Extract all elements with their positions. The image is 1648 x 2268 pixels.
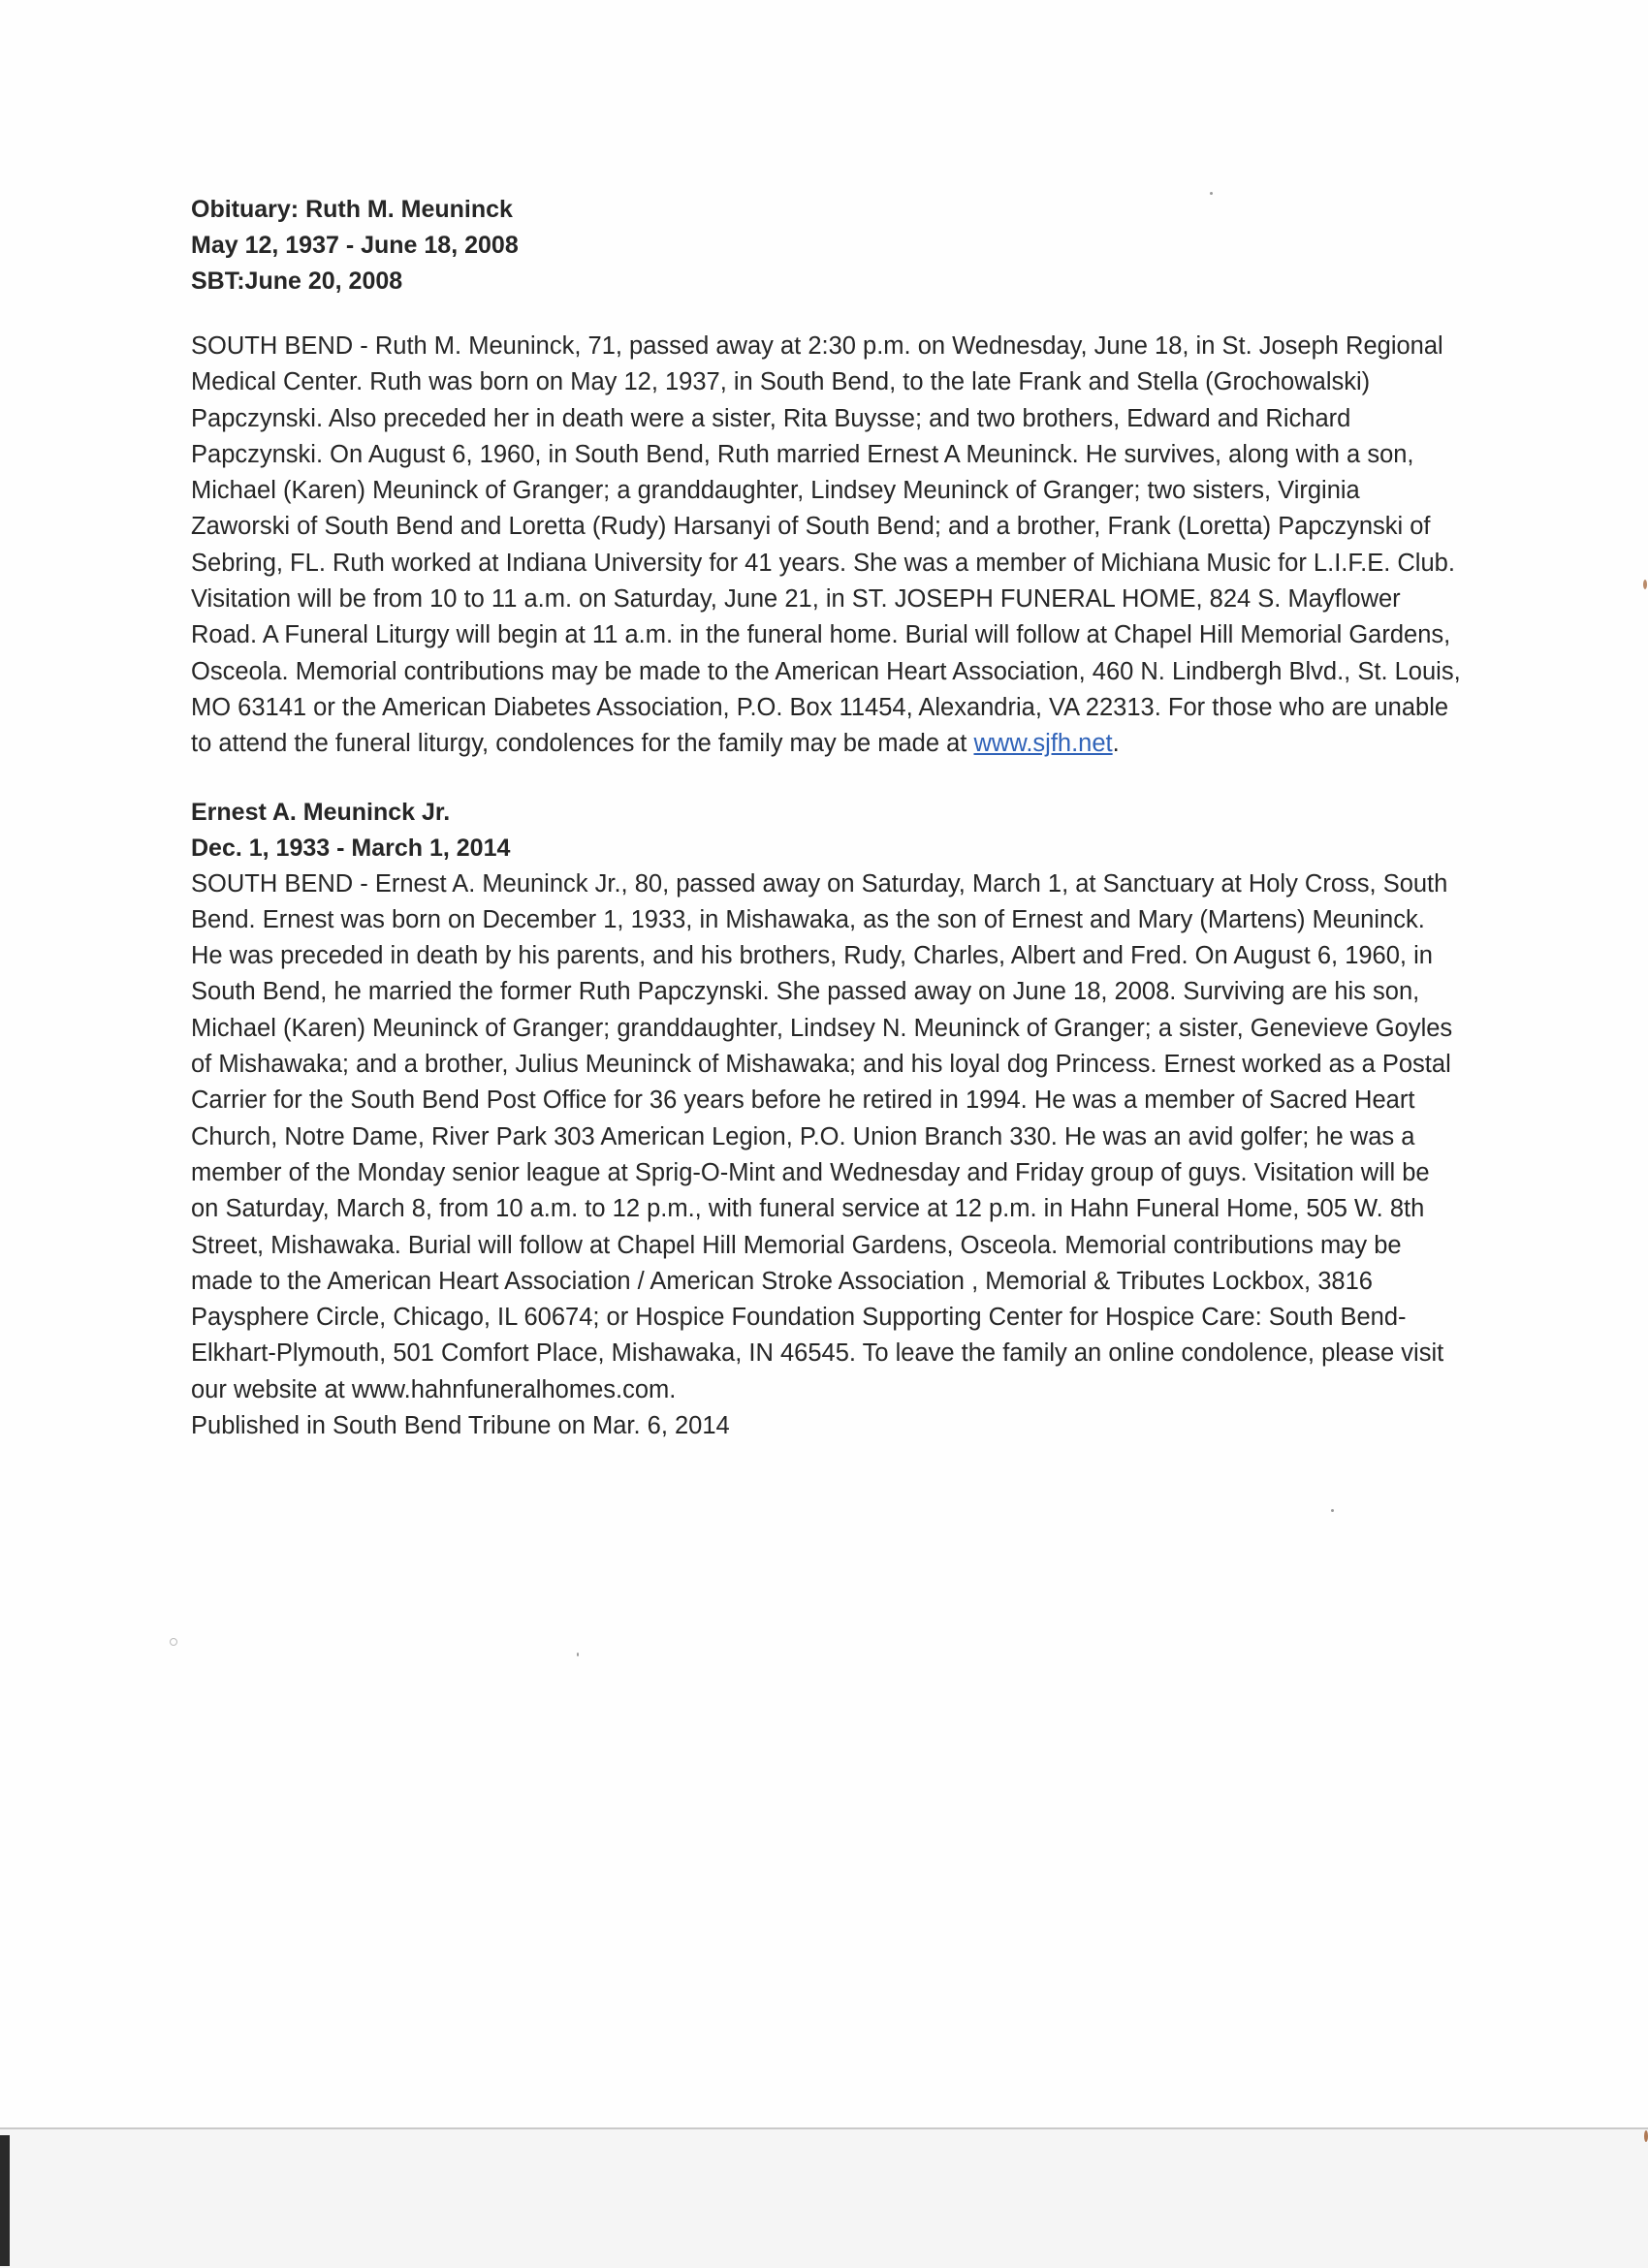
source-line: SBT:June 20, 2008: [191, 268, 403, 295]
scan-speck: [1644, 2130, 1648, 2142]
published-line: Published in South Bend Tribune on Mar. 6, 2014: [191, 1412, 730, 1440]
life-dates: May 12, 1937 - June 18, 2008: [191, 232, 519, 259]
obituary-body: SOUTH BEND - Ernest A. Meuninck Jr., 80, passed away on Saturday, March 1, at Sanctuary at Holy Cross, South Bend. Ernest was born on December 1, 1933, in Mishawaka, as the son of Ernest and Mary (Martens) Meuninck. He was preceded in death by his parents, and his brothers, Rudy, Charles, Albert and Fred. On August 6, 1960, in South Bend, he married the former Ruth Papczynski. She passed away on June 18, 2008. Surviving are his son, Michael (Karen) Meuninck of Granger; granddaughter, Lindsey N. Meuninck of Granger; a sister, Genevieve Goyles of Mishawaka; and a brother, Julius Meuninck of Mishawaka; and his loyal dog Princess. Ernest worked as a Postal Carrier for the South Bend Post Office for 36 years before he retired in 1994. He was a member of Sacred Heart Church, Notre Dame, River Park 303 American Legion, P.O. Union Branch 330. He was an avid golfer; he was a member of the Monday senior league at Sprig-O-Mint and Wednesday and Friday group of guys. Visitation will be on Saturday, March 8, from 10 a.m. to 12 p.m., with funeral service at 12 p.m. in Hahn Funeral Home, 505 W. 8th Street, Mishawaka. Burial will follow at Chapel Hill Memorial Gardens, Osceola. Memorial contributions may be made to the American Heart Association / American Stroke Association , Memorial & Tributes Lockbox, 3816 Paysphere Circle, Chicago, IL 60674; or Hospice Foundation Supporting Center for Hospice Care: South Bend-Elkhart-Plymouth, 501 Comfort Place, Mishawaka, IN 46545. To leave the family an online condolence, please visit our website at www.hahnfuneralhomes.com.: [191, 869, 1453, 1403]
obituary-title: Obituary: Ruth M. Meuninck: [191, 196, 513, 223]
scanner-bed-edge: [0, 2127, 1648, 2268]
obituary-ruth: [191, 192, 1461, 763]
scan-speck: [170, 1638, 177, 1646]
life-dates: Dec. 1, 1933 - March 1, 2014: [191, 834, 511, 862]
obituary-body: SOUTH BEND - Ruth M. Meuninck, 71, passed away at 2:30 p.m. on Wednesday, June 18, in St. Joseph Regional Medical Center. Ruth was born on May 12, 1937, in South Bend, to the late Frank and Stella (Grochowalski) Papczynski. Also preceded her in death were a sister, Rita Buysse; and two brothers, Edward and Richard Papczynski. On August 6, 1960, in South Bend, Ruth married Ernest A Meuninck. He survives, along with a son, Michael (Karen) Meuninck of Granger; a granddaughter, Lindsey Meuninck of Granger; two sisters, Virginia Zaworski of South Bend and Loretta (Rudy) Harsanyi of South Bend; and a brother, Frank (Loretta) Papczynski of Sebring, FL. Ruth worked at Indiana University for 41 years. She was a member of Michiana Music for L.I.F.E. Club. Visitation will be from 10 to 11 a.m. on Saturday, June 21, in ST. JOSEPH FUNERAL HOME, 824 S. Mayflower Road. A Funeral Liturgy will begin at 11 a.m. in the funeral home. Burial will follow at Chapel Hill Memorial Gardens, Osceola. Memorial contributions may be made to the American Heart Association, 460 N. Lindbergh Blvd., St. Louis, MO 63141 or the American Diabetes Association, P.O. Box 11454, Alexandria, VA 22313. For those who are unable to attend the funeral liturgy, condolences for the family may be made at: [191, 332, 1461, 758]
obituary-ernest: [191, 795, 1461, 1445]
funeral-home-link[interactable]: www.sjfh.net: [973, 730, 1113, 758]
scanner-shadow: [0, 2135, 10, 2266]
scan-speck: [1331, 1509, 1334, 1512]
obituary-end: .: [1112, 730, 1120, 758]
document-body: [191, 192, 1461, 1444]
scan-speck: [1643, 580, 1647, 589]
obituary-title: Ernest A. Meuninck Jr.: [191, 798, 451, 826]
scan-speck: [577, 1653, 579, 1656]
obituary-text: [191, 329, 1461, 763]
